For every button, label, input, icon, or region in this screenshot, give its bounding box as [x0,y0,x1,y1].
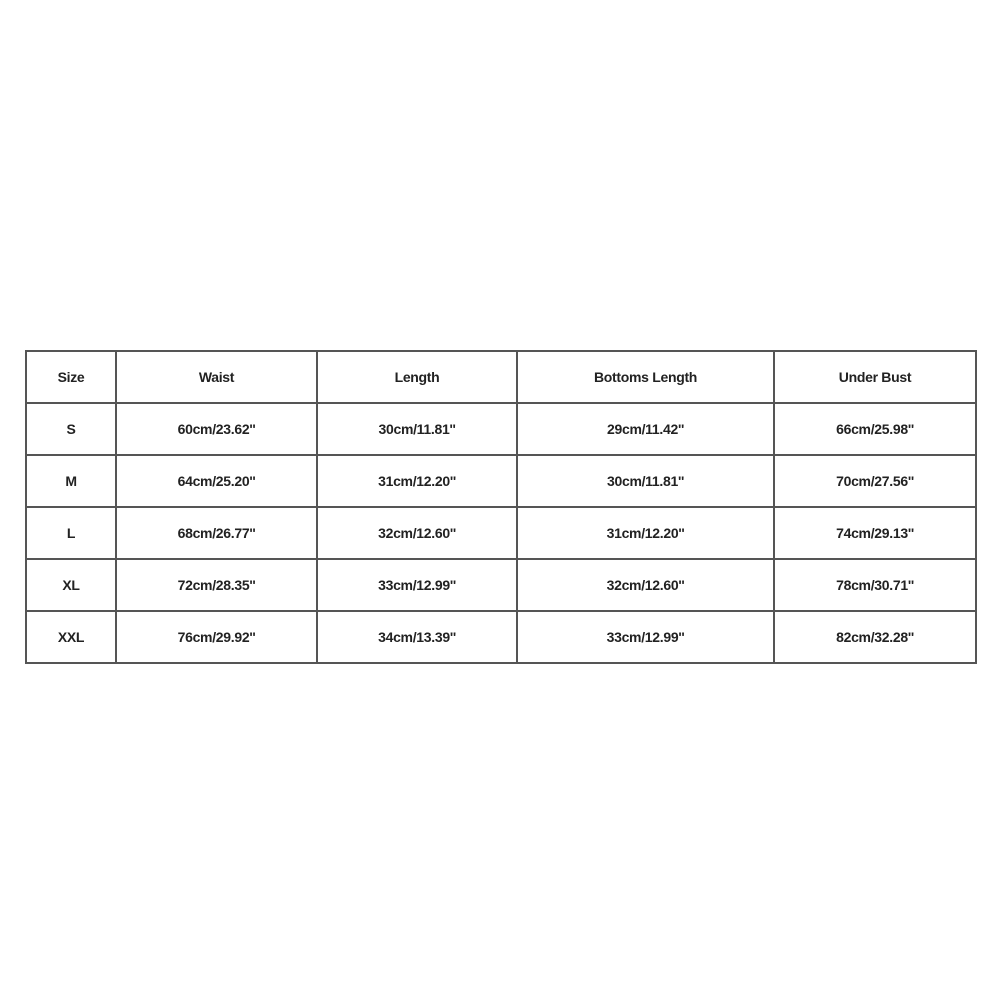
size-chart-table [25,350,977,664]
table-row [26,559,976,611]
cell-size: S [26,403,116,455]
cell-waist: 68cm/26.77'' [116,507,317,559]
table-row [26,611,976,663]
cell-bottoms-length: 32cm/12.60'' [517,559,774,611]
cell-length: 31cm/12.20'' [317,455,517,507]
header-size: Size [26,351,116,403]
header-under-bust: Under Bust [774,351,976,403]
cell-waist: 60cm/23.62'' [116,403,317,455]
cell-length: 32cm/12.60'' [317,507,517,559]
cell-under-bust: 78cm/30.71'' [774,559,976,611]
header-bottoms-length: Bottoms Length [517,351,774,403]
header-row [26,351,976,403]
table-row [26,507,976,559]
cell-size: XXL [26,611,116,663]
cell-under-bust: 74cm/29.13'' [774,507,976,559]
cell-size: M [26,455,116,507]
cell-under-bust: 66cm/25.98'' [774,403,976,455]
cell-bottoms-length: 31cm/12.20'' [517,507,774,559]
cell-length: 33cm/12.99'' [317,559,517,611]
cell-length: 34cm/13.39'' [317,611,517,663]
header-waist: Waist [116,351,317,403]
cell-length: 30cm/11.81'' [317,403,517,455]
cell-waist: 76cm/29.92'' [116,611,317,663]
cell-bottoms-length: 30cm/11.81'' [517,455,774,507]
cell-waist: 72cm/28.35'' [116,559,317,611]
table-row [26,403,976,455]
header-length: Length [317,351,517,403]
cell-waist: 64cm/25.20'' [116,455,317,507]
cell-under-bust: 82cm/32.28'' [774,611,976,663]
cell-size: L [26,507,116,559]
table-row [26,455,976,507]
cell-bottoms-length: 33cm/12.99'' [517,611,774,663]
cell-under-bust: 70cm/27.56'' [774,455,976,507]
cell-size: XL [26,559,116,611]
cell-bottoms-length: 29cm/11.42'' [517,403,774,455]
